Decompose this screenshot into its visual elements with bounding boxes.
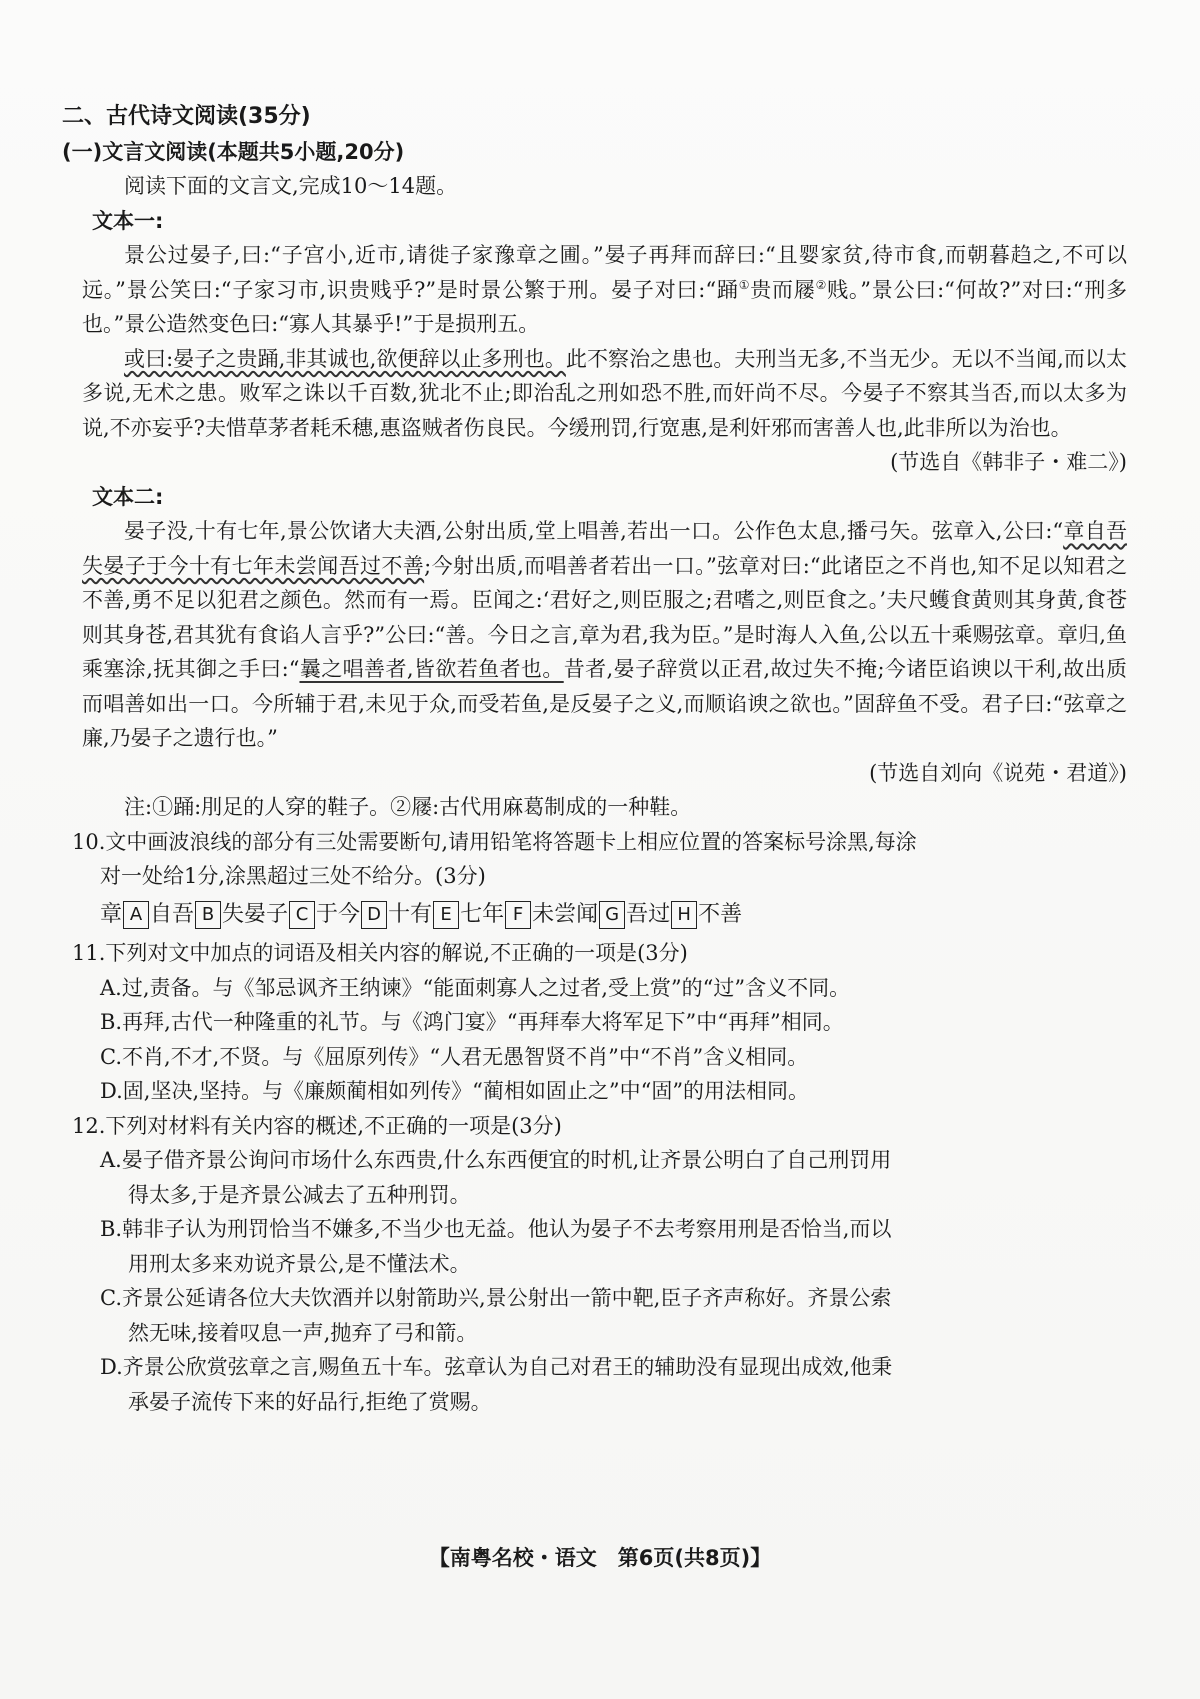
subsection-title: (一)文言文阅读(本题共5小题,20分) xyxy=(62,139,405,164)
wavy-underlined-sentence-2: 章自吾失晏子于今十有七年未尝闻吾过不善 xyxy=(82,519,1127,578)
question-10-title-cont: 对一处给1分,涂黑超过三处不给分。(3分) xyxy=(100,864,486,888)
wavy-underlined-sentence: 或曰:晏子之贵踊,非其诚也,欲便辞以止多刑也。 xyxy=(124,346,566,371)
segment-2: 失晏子 xyxy=(222,901,289,927)
mark-box-g[interactable]: G xyxy=(599,901,625,929)
question-11-option-c: C.不肖,不才,不贤。与《屈原列传》“人君无愚智贤不肖”中“不肖”含义相同。 xyxy=(100,1044,809,1069)
question-12-option-c-cont: 然无味,接着叹息一声,抛弃了弓和箭。 xyxy=(128,1320,478,1345)
text2-label: 文本二: xyxy=(92,484,164,509)
question-11-option-b: B.再拜,古代一种隆重的礼节。与《鸿门宴》“再拜奉大将军足下”中“再拜”相同。 xyxy=(100,1010,844,1034)
mark-box-b[interactable]: B xyxy=(195,901,221,929)
question-12-option-a: A.晏子借齐景公询问市场什么东西贵,什么东西便宜的时机,让齐景公明白了自己刑罚用 xyxy=(100,1148,892,1172)
question-12-option-b-cont: 用刑太多来劝说齐景公,是不懂法术。 xyxy=(128,1251,471,1276)
text2-part-b: ;今射出质,而唱善者若出一口。”弦章对曰:“此诸臣之不肖也,知不足以知君之不善,勇不足以犯君之颜色。然而有一焉。臣闻之:‘君好之,则臣服之;君嗜之,则臣食之。’夫尺蠖食黄则其身黄,食苍则其身苍,君其犹有食谄人言乎?”公曰:“善。今日之言,章为君,我为臣。”是时海人入鱼,公以五十乘赐弦章。章归,鱼乘塞涂,抚其御之手曰:“ xyxy=(82,553,1127,681)
text2-paragraph xyxy=(82,514,1127,756)
underlined-sentence: 曩之唱善者,皆欲若鱼者也。 xyxy=(299,657,564,681)
question-12-option-a-cont: 得太多,于是齐景公减去了五种刑罚。 xyxy=(128,1182,471,1207)
mark-box-a[interactable]: A xyxy=(123,901,149,929)
segment-1: 自吾 xyxy=(150,901,195,927)
question-11-option-a: A.过,责备。与《邹忌讽齐王纳谏》“能面刺寡人之过者,受上赏”的“过”含义不同。 xyxy=(100,975,851,1000)
mark-box-h[interactable]: H xyxy=(671,901,697,929)
mark-box-d[interactable]: D xyxy=(361,901,387,929)
question-12-title: 12.下列对材料有关内容的概述,不正确的一项是(3分) xyxy=(72,1113,562,1138)
mark-box-c[interactable]: C xyxy=(289,901,315,929)
page-footer: 【南粤名校・语文 第6页(共8页)】 xyxy=(428,1546,772,1570)
text1-p1-part-c: 贱。”景公曰:“何故?”对曰:“刑多也。”景公造然变色曰:“寡人其暴乎!”于是损刑五。 xyxy=(82,277,1127,336)
question-12-option-c: C.齐景公延请各位大夫饮酒并以射箭助兴,景公射出一箭中靶,臣子齐声称好。齐景公索 xyxy=(100,1286,892,1310)
segment-7: 吾过 xyxy=(626,901,671,927)
page-content xyxy=(62,100,1127,1419)
text1-paragraph-1 xyxy=(82,238,1127,342)
segment-8: 不善 xyxy=(698,901,743,927)
segment-5: 七年 xyxy=(460,901,505,927)
segment-6: 未尝闻 xyxy=(532,901,599,927)
text1-p2-rest: 此不察治之患也。夫刑当无多,不当无少。无以不当闻,而以太多说,无术之患。败军之诛以千百数,犹北不止;即治乱之刑如恐不胜,而奸尚不尽。今晏子不察其当否,而以太多为说,不亦妄乎?夫惜草茅者耗禾穗,惠盗贼者伤良民。今缓刑罚,行宽惠,是利奸邪而害善人也,此非所以为治也。 xyxy=(82,346,1127,440)
question-11-option-d: D.固,坚决,坚持。与《廉颇蔺相如列传》“蔺相如固止之”中“固”的用法相同。 xyxy=(100,1079,810,1103)
text1-p1-part-b: 贵而屦 xyxy=(750,277,816,302)
segment-3: 于今 xyxy=(316,901,361,927)
text1-p1-part-a: 景公过晏子,曰:“子宫小,近市,请徙子家豫章之圃。”晏子再拜而辞曰:“且婴家贫,待市食,而朝暮趋之,不可以远。”景公笑曰:“子家习市,识贵贱乎?”是时景公繁于刑。晏子对曰:“踊 xyxy=(82,243,1127,302)
question-12-option-d-cont: 承晏子流传下来的好品行,拒绝了赏赐。 xyxy=(128,1389,492,1414)
question-11-title: 11.下列对文中加点的词语及相关内容的解说,不正确的一项是(3分) xyxy=(72,941,688,965)
annotation-note: 注:①踊:刖足的人穿的鞋子。②屦:古代用麻葛制成的一种鞋。 xyxy=(124,795,692,819)
text1-label: 文本一: xyxy=(92,208,164,233)
footnote-marker-1: ① xyxy=(738,277,751,292)
mark-box-e[interactable]: E xyxy=(433,901,459,929)
segment-0: 章 xyxy=(100,901,123,927)
question-12-option-b: B.韩非子认为刑罚恰当不嫌多,不当少也无益。他认为晏子不去考察用刑是否恰当,而以 xyxy=(100,1217,892,1241)
text2-part-c: 昔者,晏子辞赏以正君,故过失不掩;今诸臣谄谀以干利,故出质而唱善如出一口。今所辅于君,未见于众,而受若鱼,是反晏子之义,而顺谄谀之欲也。”固辞鱼不受。君子曰:“弦章之廉,乃晏子之遗行也。” xyxy=(82,657,1127,750)
text1-paragraph-2 xyxy=(82,342,1127,446)
text1-source: (节选自《韩非子・难二》) xyxy=(890,450,1127,474)
segment-4: 十有 xyxy=(388,901,433,927)
question-10-segment-row xyxy=(100,898,1127,933)
footnote-marker-2: ② xyxy=(815,277,828,292)
section-title: 二、古代诗文阅读(35分) xyxy=(62,104,311,129)
instruction: 阅读下面的文言文,完成10～14题。 xyxy=(124,174,458,198)
mark-box-f[interactable]: F xyxy=(505,901,531,929)
question-12-option-d: D.齐景公欣赏弦章之言,赐鱼五十车。弦章认为自己对君王的辅助没有显现出成效,他秉 xyxy=(100,1355,893,1379)
text2-source: (节选自刘向《说苑・君道》) xyxy=(869,760,1127,785)
text2-part-a: 晏子没,十有七年,景公饮诸大夫酒,公射出质,堂上唱善,若出一口。公作色太息,播弓矢。弦章入,公曰:“ xyxy=(124,519,1064,543)
question-10-title: 10.文中画波浪线的部分有三处需要断句,请用铅笔将答题卡上相应位置的答案标号涂黑,每涂 xyxy=(72,829,917,854)
